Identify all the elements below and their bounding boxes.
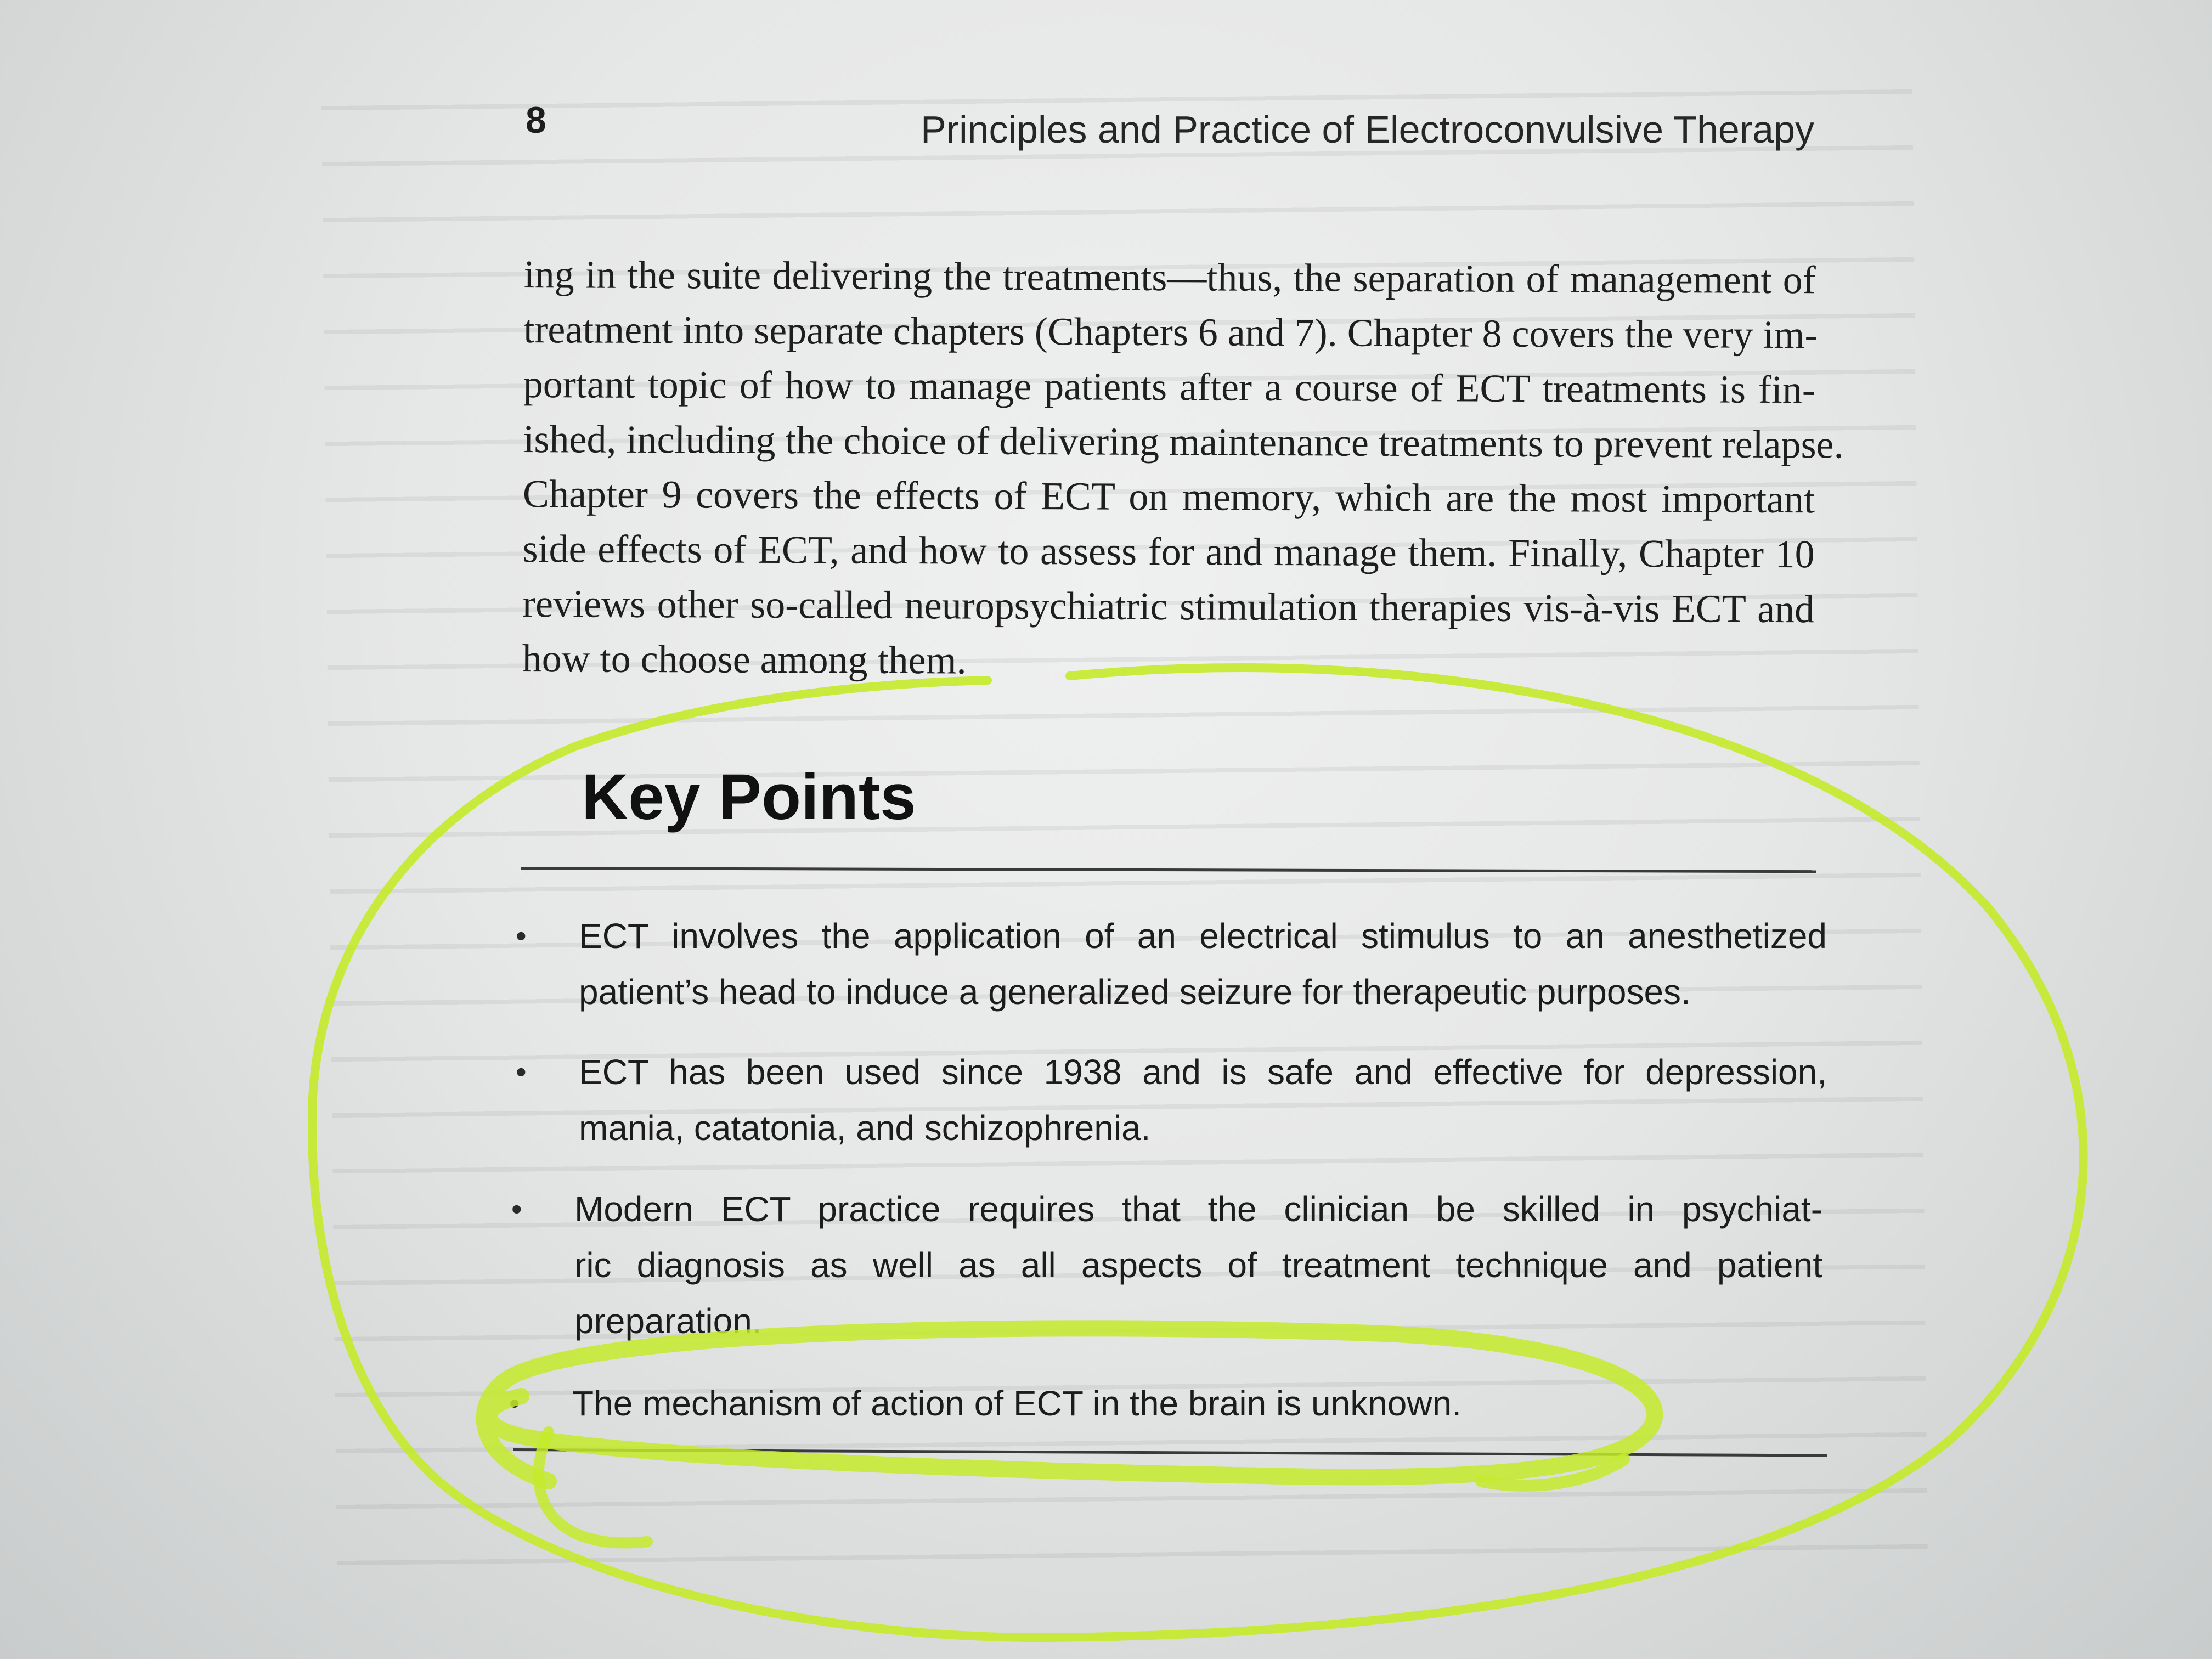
running-head-title: Principles and Practice of Electroconvulsive Therapy	[921, 108, 1814, 151]
page-number: 8	[526, 99, 546, 141]
key-point-line: preparation.	[574, 1301, 762, 1341]
body-paragraph	[522, 247, 1844, 691]
key-point-text	[579, 908, 1827, 1020]
body-line: ing in the suite delivering the treatments—thus, the separation of management of	[523, 252, 1816, 302]
body-line: ished, including the choice of delivering maintenance treatments to prevent relapse.	[523, 416, 1844, 467]
key-point-line: Modern ECT practice requires that the clinician be skilled in psychiat-	[574, 1189, 1822, 1229]
bullet-icon: •	[516, 1054, 527, 1089]
body-line: Chapter 9 covers the effects of ECT on memory, which are the most important	[522, 471, 1815, 522]
key-point-line: ric diagnosis as well as all aspects of treatment technique and patient	[574, 1245, 1822, 1285]
key-point-line: mania, catatonia, and schizophrenia.	[579, 1108, 1151, 1148]
bullet-icon: •	[511, 1192, 522, 1226]
body-line: treatment into separate chapters (Chapters 6 and 7). Chapter 8 covers the very im-	[523, 307, 1818, 357]
body-line: portant topic of how to manage patients after a course of ECT treatments is fin-	[523, 362, 1816, 412]
key-point-line: patient’s head to induce a generalized seizure for therapeutic purposes.	[579, 972, 1691, 1012]
key-point-line: ECT has been used since 1938 and is safe and effective for depression,	[579, 1052, 1827, 1092]
key-point-text	[572, 1375, 1820, 1431]
body-line: how to choose among them.	[522, 636, 967, 682]
bullet-icon: •	[516, 918, 527, 953]
key-point-line: ECT involves the application of an electrical stimulus to an anesthetized	[579, 916, 1827, 956]
body-line: reviews other so-called neuropsychiatric stimulation therapies vis-à-vis ECT and	[522, 581, 1815, 631]
key-point-text	[574, 1181, 1822, 1349]
key-point-text	[579, 1044, 1827, 1156]
key-points-heading: Key Points	[582, 761, 916, 833]
body-line: side effects of ECT, and how to assess for and manage them. Finally, Chapter 10	[522, 526, 1815, 577]
bullet-icon: •	[509, 1386, 520, 1420]
key-point-line: The mechanism of action of ECT in the brain is unknown.	[572, 1384, 1462, 1423]
